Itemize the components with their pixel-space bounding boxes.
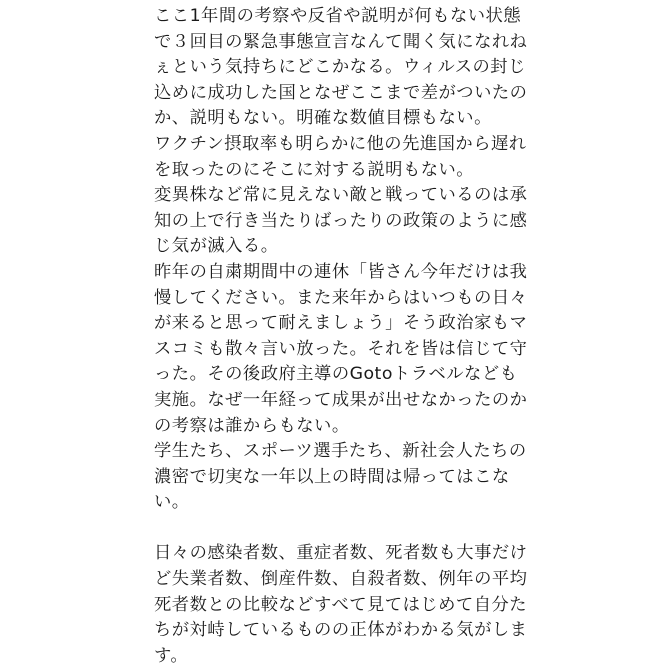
text-line: す。: [154, 645, 189, 666]
text-line: スコミも散々言い放った。それを皆は信じて守: [154, 338, 528, 359]
text-line: 学生たち、スポーツ選手たち、新社会人たちの: [154, 441, 527, 462]
text-line: ここ1年間の考察や反省や説明が何もない状態: [154, 6, 522, 26]
text-line: ちが対峙しているものの正体がわかる気がしま: [154, 620, 528, 641]
paragraph: [154, 183, 528, 260]
text-line: った。その後政府主導のGotoトラベルなども: [154, 364, 518, 385]
post-body-text: [154, 4, 528, 669]
text-line: 知の上で行き当たりばったりの政策のように感: [154, 210, 528, 231]
text-line: ワクチン摂取率も明らかに他の先進国から遅れ: [154, 133, 527, 154]
text-line: 実施。なぜ一年経って成果が出せなかったのか: [154, 389, 528, 410]
text-line: 濃密で切実な一年以上の時間は帰ってはこな: [154, 466, 510, 487]
text-line: を取ったのにそこに対する説明もない。: [154, 159, 475, 180]
paragraph-spacer: [154, 516, 504, 542]
paragraph: [154, 132, 527, 183]
text-line: じ気が滅入る。: [154, 236, 279, 257]
text-line: 昨年の自粛期間中の連休「皆さん今年だけは我: [154, 261, 528, 282]
paragraph: [154, 4, 528, 132]
paragraph: [154, 439, 527, 516]
text-line: で３回目の緊急事態宣言なんて聞く気になれね: [154, 31, 528, 52]
text-line: が来ると思って耐えましょう」そう政治家もマ: [154, 313, 528, 334]
text-line: ど失業者数、倒産件数、自殺者数、例年の平均: [154, 569, 528, 590]
text-line: い。: [154, 492, 190, 513]
text-line: 死者数との比較などすべて見てはじめて自分た: [154, 594, 528, 615]
text-line: 日々の感染者数、重症者数、死者数も大事だけ: [154, 543, 528, 564]
text-line: 込めに成功した国となぜここまで差がついたの: [154, 82, 528, 103]
text-line: 慢してください。また来年からはいつもの日々: [154, 287, 528, 308]
text-line: 変異株など常に見えない敵と戦っているのは承: [154, 185, 528, 206]
paragraph: [154, 260, 528, 439]
text-line: の考察は誰からもない。: [154, 415, 350, 436]
text-line: か、説明もない。明確な数値目標もない。: [154, 108, 492, 129]
text-line: ぇという気持ちにどこかなる。ウィルスの封じ: [154, 57, 526, 78]
